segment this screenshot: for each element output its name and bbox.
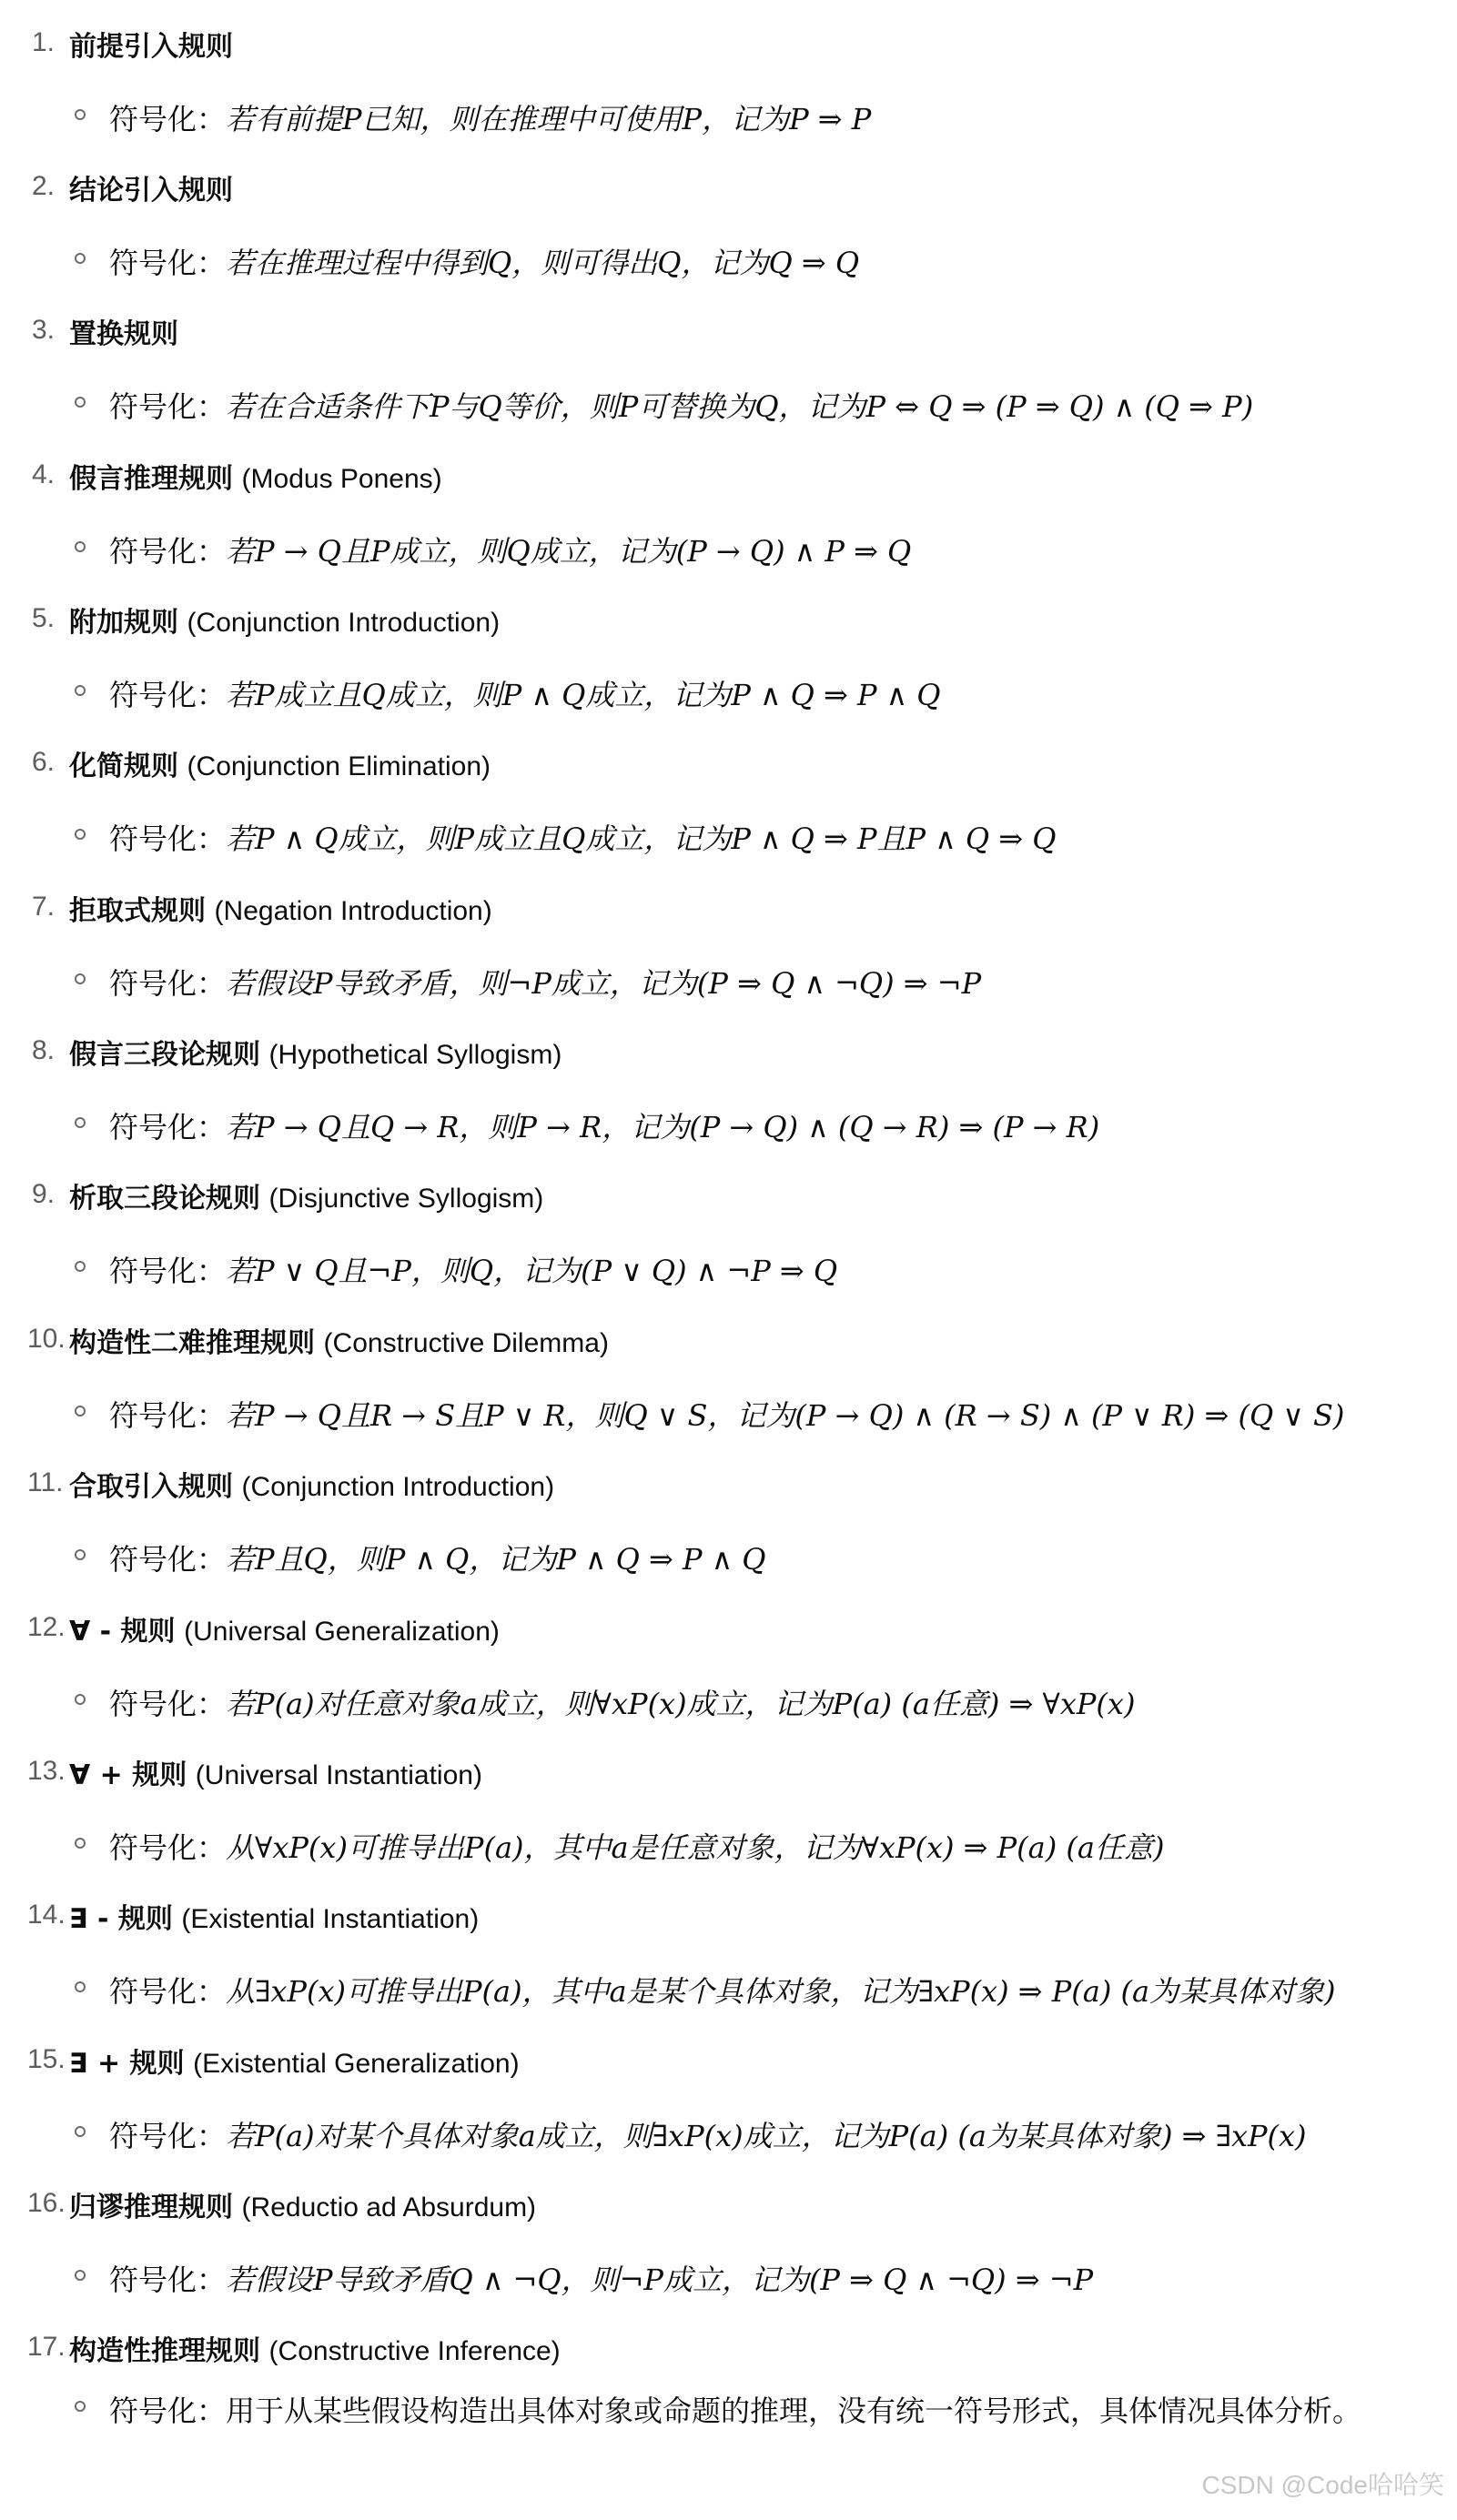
rule-formula-line <box>109 1537 766 1578</box>
formula-prefix: 符号化： <box>109 1830 227 1865</box>
rule-title-cn: 构造性二难推理规则 <box>69 1327 315 1359</box>
watermark: CSDN @Code哈哈笑 <box>1201 2471 1444 2499</box>
formula-prefix: 符号化： <box>109 246 227 280</box>
rule-number: 11. <box>27 1467 64 1497</box>
formula-prefix: 符号化： <box>109 678 227 712</box>
rule-title <box>69 888 492 928</box>
rule-title-en: (Universal Instantiation) <box>195 1760 482 1790</box>
rule-item <box>0 1738 1457 1881</box>
rule-formula-line <box>109 240 859 282</box>
formula-prefix: 符号化： <box>109 2263 227 2297</box>
rule-title-cn: 构造性推理规则 <box>69 2335 260 2367</box>
rule-title <box>69 1175 543 1215</box>
rule-title-cn: 合取引入规则 <box>69 1471 233 1503</box>
rule-title-cn: 归谬推理规则 <box>69 2192 233 2223</box>
rule-number: 16. <box>27 2188 66 2218</box>
rule-item <box>0 1161 1457 1305</box>
rule-item <box>0 2170 1457 2313</box>
bullet-icon <box>75 2126 86 2137</box>
rule-title-en: (Universal Generalization) <box>184 1617 500 1647</box>
rule-title <box>69 743 491 783</box>
rule-number: 10. <box>27 1324 66 1354</box>
rule-formula: 若P(a)对任意对象a成立，则∀xP(x)成立，记为P(a) (a任意) ⇒ ∀xP(x) <box>226 1687 1136 1721</box>
rule-formula-line <box>109 1393 1344 1435</box>
bullet-icon <box>75 2401 86 2412</box>
rule-title <box>69 167 233 207</box>
rule-formula-line <box>109 384 1253 426</box>
rule-title <box>69 2041 520 2081</box>
rule-item <box>0 585 1457 729</box>
rule-title-cn: ∀ - 规则 <box>69 1616 176 1648</box>
rule-item <box>0 1594 1457 1738</box>
rule-formula-line <box>109 2113 1307 2155</box>
bullet-icon <box>75 829 86 840</box>
bullet-icon <box>75 109 86 120</box>
rule-title-en: (Modus Ponens) <box>241 464 442 494</box>
rule-title-cn: 化简规则 <box>69 751 178 782</box>
rule-formula-line <box>109 1104 1099 1146</box>
formula-prefix: 符号化： <box>109 822 227 856</box>
rule-title-en: (Conjunction Introduction) <box>241 1472 555 1502</box>
formula-prefix: 符号化： <box>109 2119 227 2153</box>
rule-formula: 若假设P导致矛盾，则¬P成立，记为(P ⇒ Q ∧ ¬Q) ⇒ ¬P <box>226 966 982 1001</box>
rule-number: 14. <box>27 1900 66 1930</box>
rule-formula: 若P → Q且Q → R，则P → R，记为(P → Q) ∧ (Q → R) ⇒ (P → R) <box>226 1110 1100 1144</box>
rule-title-en: (Existential Instantiation) <box>181 1904 480 1934</box>
formula-prefix: 符号化： <box>109 2394 227 2428</box>
rule-title <box>69 24 233 64</box>
formula-prefix: 符号化： <box>109 534 227 569</box>
rule-formula: 若P → Q且P成立，则Q成立，记为(P → Q) ∧ P ⇒ Q <box>226 534 912 569</box>
rule-title <box>69 600 500 640</box>
bullet-icon <box>75 685 86 696</box>
rule-title <box>69 1464 554 1504</box>
formula-prefix: 符号化： <box>109 1110 227 1144</box>
bullet-icon <box>75 1406 86 1416</box>
formula-prefix: 符号化： <box>109 1687 227 1721</box>
rule-title <box>69 456 442 496</box>
rule-formula-line <box>109 1681 1135 1723</box>
rule-item <box>0 2313 1457 2457</box>
rule-title-cn: ∃ + 规则 <box>69 2048 185 2080</box>
rule-formula-line <box>109 961 981 1003</box>
bullet-icon <box>75 1838 86 1849</box>
formula-prefix: 符号化： <box>109 1542 227 1577</box>
rule-number: 7. <box>31 892 55 922</box>
rule-number: 5. <box>31 603 55 633</box>
formula-prefix: 符号化： <box>109 1974 227 2009</box>
rule-title-cn: 附加规则 <box>69 607 178 639</box>
bullet-icon <box>75 1694 86 1705</box>
rule-formula-line <box>109 2257 1093 2299</box>
rule-title <box>69 1608 500 1648</box>
rule-formula: 从∃xP(x)可推导出P(a)，其中a是某个具体对象，记为∃xP(x) ⇒ P(a) (a为某具体对象) <box>226 1974 1336 2009</box>
rule-title-en: (Conjunction Introduction) <box>187 608 501 638</box>
rule-title <box>69 1320 609 1360</box>
rule-formula-line <box>109 672 941 714</box>
rule-item <box>0 297 1457 440</box>
rule-title-en: (Constructive Inference) <box>268 2336 561 2366</box>
rule-number: 9. <box>31 1179 55 1209</box>
rule-item <box>0 1305 1457 1449</box>
bullet-icon <box>75 1117 86 1128</box>
rule-number: 13. <box>27 1756 66 1786</box>
rule-number: 17. <box>27 2332 66 2362</box>
rule-title-en: (Disjunctive Syllogism) <box>268 1184 544 1214</box>
rule-formula: 从∀xP(x)可推导出P(a)，其中a是任意对象，记为∀xP(x) ⇒ P(a) (a任意) <box>226 1830 1165 1865</box>
rule-formula: 若P ∧ Q成立，则P成立且Q成立，记为P ∧ Q ⇒ P且P ∧ Q ⇒ Q <box>226 822 1057 856</box>
rule-formula: 若P → Q且R → S且P ∨ R，则Q ∨ S，记为(P → Q) ∧ (R → S) ∧ (P ∨ R) ⇒ (Q ∨ S) <box>226 1398 1345 1433</box>
rule-formula: 若在推理过程中得到Q，则可得出Q，记为Q ⇒ Q <box>226 246 860 280</box>
rule-title-cn: 拒取式规则 <box>69 895 206 927</box>
rule-number: 8. <box>31 1035 55 1065</box>
rule-title <box>69 1752 482 1792</box>
formula-prefix: 符号化： <box>109 389 227 424</box>
rule-item <box>0 1449 1457 1593</box>
rule-formula: 若P且Q，则P ∧ Q，记为P ∧ Q ⇒ P ∧ Q <box>226 1542 766 1577</box>
bullet-icon <box>75 1549 86 1560</box>
bullet-icon <box>75 397 86 408</box>
rule-title-en: (Reductio ad Absurdum) <box>241 2192 537 2223</box>
rule-number: 12. <box>27 1612 66 1642</box>
rule-formula: 若有前提P已知，则在推理中可使用P，记为P ⇒ P <box>226 102 872 136</box>
rule-title-cn: 假言推理规则 <box>69 463 233 495</box>
rule-formula-line <box>109 529 911 570</box>
rule-item <box>0 9 1457 153</box>
bullet-icon <box>75 1981 86 1992</box>
rule-item <box>0 153 1457 297</box>
formula-prefix: 符号化： <box>109 102 227 136</box>
rule-item <box>0 729 1457 872</box>
bullet-icon <box>75 253 86 264</box>
rule-title-cn: 前提引入规则 <box>69 31 233 63</box>
bullet-icon <box>75 2270 86 2281</box>
rule-title <box>69 311 178 351</box>
rule-title-cn: ∃ - 规则 <box>69 1903 173 1935</box>
rule-formula-line <box>109 96 871 138</box>
rule-formula: 若在合适条件下P与Q等价，则P可替换为Q，记为P ⇔ Q ⇒ (P ⇒ Q) ∧ (Q ⇒ P) <box>226 389 1254 424</box>
rule-number: 4. <box>31 459 55 489</box>
rule-number: 2. <box>31 171 55 201</box>
rule-formula: 若假设P导致矛盾Q ∧ ¬Q，则¬P成立，记为(P ⇒ Q ∧ ¬Q) ⇒ ¬P <box>226 2263 1094 2297</box>
rule-number: 6. <box>31 747 55 777</box>
rule-title-en: (Existential Generalization) <box>193 2049 520 2079</box>
rule-title <box>69 1896 479 1936</box>
rule-formula-line <box>109 2388 1361 2430</box>
rule-formula: 若P(a)对某个具体对象a成立，则∃xP(x)成立，记为P(a) (a为某具体对象) ⇒ ∃xP(x) <box>226 2119 1307 2153</box>
rule-number: 1. <box>31 27 55 57</box>
rule-title <box>69 2328 561 2368</box>
rule-item <box>0 441 1457 585</box>
rule-title <box>69 1032 562 1072</box>
rule-item <box>0 2026 1457 2170</box>
rule-item <box>0 1017 1457 1161</box>
formula-prefix: 符号化： <box>109 1254 227 1288</box>
rule-formula: 用于从某些假设构造出具体对象或命题的推理，没有统一符号形式，具体情况具体分析。 <box>226 2394 1362 2428</box>
formula-prefix: 符号化： <box>109 1398 227 1433</box>
rule-formula-line <box>109 1248 837 1290</box>
rule-number: 15. <box>27 2044 66 2074</box>
rule-title-en: (Constructive Dilemma) <box>323 1328 609 1358</box>
rule-title-en: (Conjunction Elimination) <box>187 751 491 781</box>
rule-item <box>0 873 1457 1017</box>
rule-title <box>69 2184 536 2224</box>
rule-number: 3. <box>31 315 55 345</box>
bullet-icon <box>75 541 86 552</box>
rule-title-cn: 假言三段论规则 <box>69 1039 260 1071</box>
rule-title-en: (Hypothetical Syllogism) <box>268 1040 562 1070</box>
rule-formula-line <box>109 1969 1336 2011</box>
rule-title-en: (Negation Introduction) <box>214 896 492 926</box>
rule-title-cn: ∀ + 规则 <box>69 1759 187 1791</box>
rule-title-cn: 析取三段论规则 <box>69 1183 260 1215</box>
bullet-icon <box>75 973 86 984</box>
formula-prefix: 符号化： <box>109 966 227 1001</box>
rule-formula-line <box>109 816 1056 858</box>
rule-formula: 若P成立且Q成立，则P ∧ Q成立，记为P ∧ Q ⇒ P ∧ Q <box>226 678 941 712</box>
rule-title-cn: 结论引入规则 <box>69 175 233 207</box>
rule-title-cn: 置换规则 <box>69 318 178 350</box>
bullet-icon <box>75 1261 86 1272</box>
rule-item <box>0 1881 1457 2025</box>
rule-formula-line <box>109 1825 1164 1867</box>
rule-formula: 若P ∨ Q且¬P，则Q，记为(P ∨ Q) ∧ ¬P ⇒ Q <box>226 1254 838 1288</box>
